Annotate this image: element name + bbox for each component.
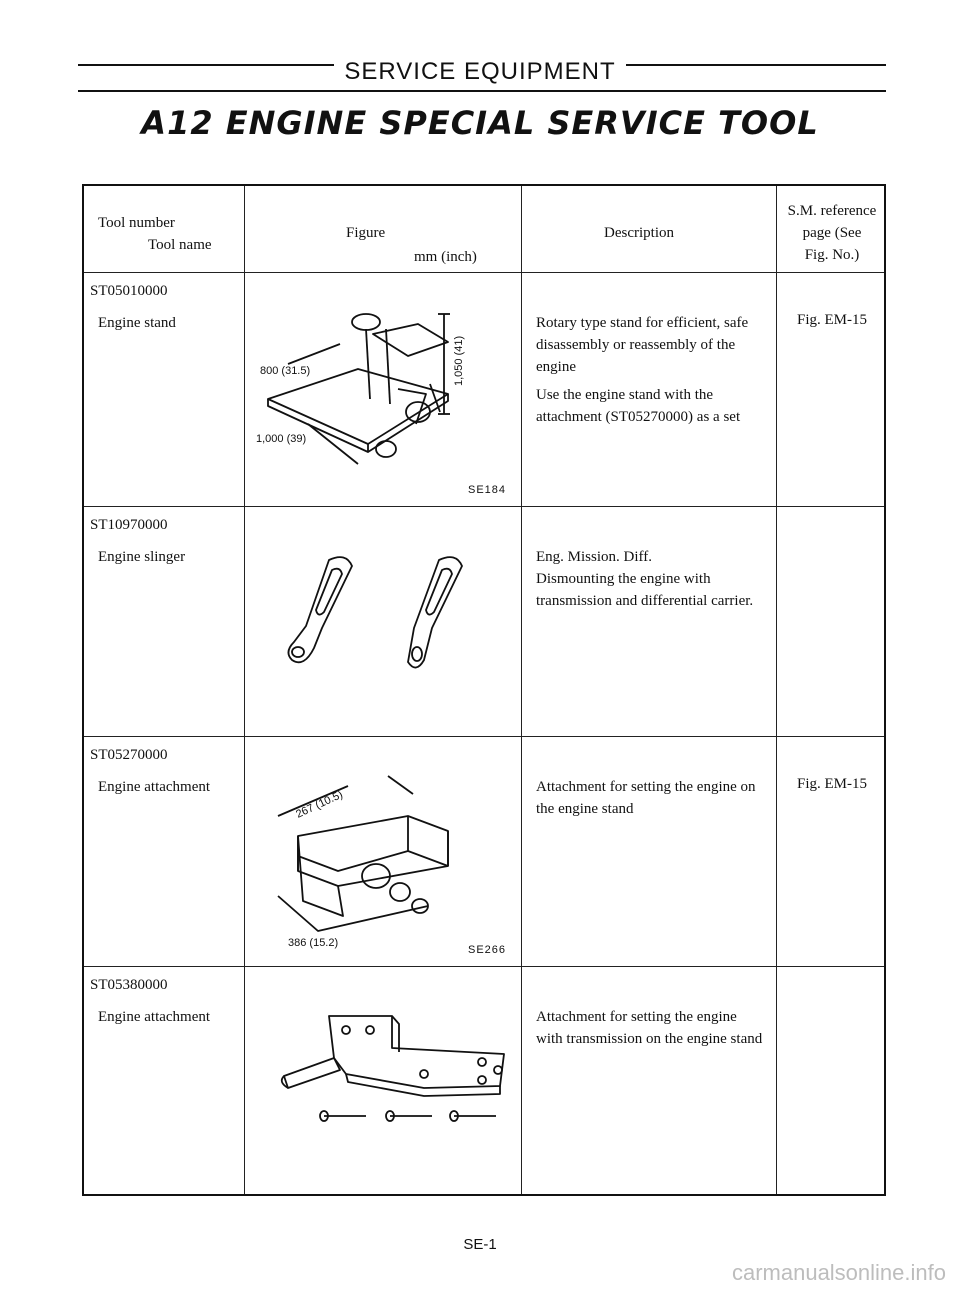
tool-description: Attachment for setting the engine with transmission on the engine stand bbox=[536, 1009, 763, 1047]
column-divider bbox=[776, 186, 777, 1194]
figure-code: SE184 bbox=[468, 484, 507, 496]
tool-name: Engine slinger bbox=[98, 549, 186, 565]
figure-code: SE266 bbox=[468, 944, 507, 956]
svg-text:386 (15.2): 386 (15.2) bbox=[288, 937, 339, 949]
svg-text:1,000 (39): 1,000 (39) bbox=[256, 433, 307, 445]
tool-number: ST05010000 bbox=[90, 283, 168, 299]
col-figure-unit: mm (inch) bbox=[414, 249, 477, 265]
tool-number: ST10970000 bbox=[90, 517, 168, 533]
engine-slinger-figure bbox=[274, 548, 504, 688]
engine-attachment-plate-figure bbox=[274, 1006, 544, 1136]
svg-text:1,050 (41): 1,050 (41) bbox=[453, 335, 465, 386]
header-rule-bottom bbox=[78, 90, 886, 92]
svg-text:800 (31.5): 800 (31.5) bbox=[260, 365, 311, 377]
row-divider bbox=[84, 736, 884, 737]
tool-description: Attachment for setting the engine on the engine stand bbox=[536, 779, 756, 817]
header-divider bbox=[84, 272, 884, 273]
tool-name: Engine attachment bbox=[98, 779, 211, 795]
page-title: A12 ENGINE SPECIAL SERVICE TOOL bbox=[141, 104, 819, 142]
tool-name: Engine attachment bbox=[98, 1009, 211, 1025]
col-description: Description bbox=[604, 225, 674, 241]
section-heading: SERVICE EQUIPMENT bbox=[0, 58, 960, 86]
tool-number: ST05270000 bbox=[90, 747, 168, 763]
tool-description: Rotary type stand for efficient, safe disassembly or reassembly of the engine Use the engine stand with the attachment (ST05270000) as a set bbox=[536, 315, 749, 425]
tool-reference: Fig. EM-15 bbox=[796, 312, 867, 328]
col-reference: S.M. reference page (See Fig. No.) bbox=[787, 203, 877, 263]
tool-table bbox=[82, 184, 886, 1196]
watermark: carmanualsonline.info bbox=[731, 1260, 946, 1285]
column-divider bbox=[244, 186, 245, 1194]
tool-name: Engine stand bbox=[98, 315, 176, 331]
tool-reference: Fig. EM-15 bbox=[796, 776, 867, 792]
row-divider bbox=[84, 506, 884, 507]
col-figure: Figure bbox=[346, 225, 386, 241]
svg-text:267 (10.5): 267 (10.5) bbox=[294, 788, 345, 821]
col-tool-number: Tool number bbox=[98, 215, 175, 231]
page-number: SE-1 bbox=[463, 1236, 497, 1253]
tool-description: Eng. Mission. Diff. Dismounting the engine with transmission and differential carrier. bbox=[536, 549, 754, 609]
tool-number: ST05380000 bbox=[90, 977, 168, 993]
row-divider bbox=[84, 966, 884, 967]
engine-attachment-figure bbox=[248, 756, 518, 956]
col-tool-name: Tool name bbox=[148, 237, 212, 253]
engine-stand-figure bbox=[248, 294, 518, 494]
